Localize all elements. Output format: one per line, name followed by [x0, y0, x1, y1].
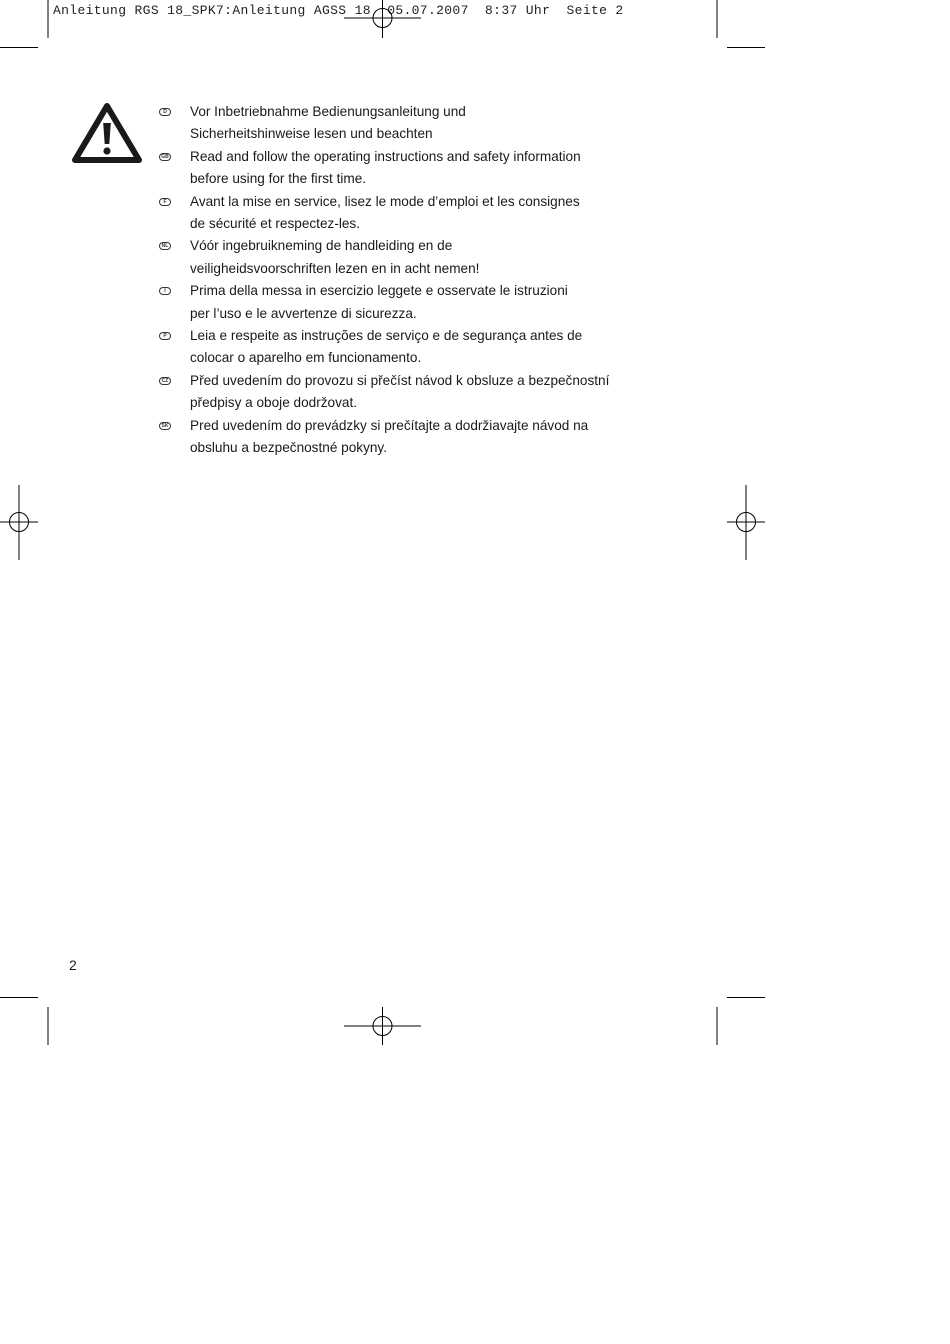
notice-line: Vor Inbetriebnahme Bedienungsanleitung und: [190, 104, 466, 119]
notice-fr: [155, 191, 625, 236]
notice-gb: [155, 146, 625, 191]
language-badge-icon: D: [159, 108, 171, 116]
notice-line: Sicherheitshinweise lesen und beachten: [190, 126, 433, 142]
notice-line: Pred uvedením do prevádzky si prečítajte a dodržiavajte návod na: [190, 417, 589, 433]
language-badge-icon: I: [159, 287, 171, 295]
notice-cz: [155, 370, 625, 415]
notice-line: de sécurité et respectez-les.: [190, 216, 361, 232]
language-badge-icon: F: [159, 198, 171, 206]
notice-nl: [155, 235, 625, 280]
notice-line: per l’uso e le avvertenze di sicurezza.: [190, 305, 417, 321]
print-slug: Anleitung RGS 18_SPK7:Anleitung AGSS 18 05.07.2007 8:37 Uhr Seite 2: [53, 3, 624, 18]
notice-sk: [155, 415, 625, 460]
language-badge-icon: GB: [159, 153, 171, 161]
warning-triangle-icon: [72, 103, 142, 163]
safety-notice-list: [155, 101, 625, 460]
notice-line: before using for the first time.: [190, 171, 367, 187]
notice-it: [155, 280, 625, 325]
notice-line: Leia e respeite as instruções de serviço e de segurança antes de: [190, 328, 583, 344]
language-badge-icon: P: [159, 332, 171, 340]
page-number: 2: [69, 957, 77, 973]
notice-line: colocar o aparelho em funcionamento.: [190, 350, 422, 366]
notice-line: Read and follow the operating instructions and safety information: [190, 148, 581, 164]
notice-line: veiligheidsvoorschriften lezen en in acht nemen!: [190, 260, 480, 276]
language-badge-icon: NL: [159, 242, 171, 250]
language-badge-icon: SK: [159, 422, 171, 430]
notice-line: předpisy a oboje dodržovat.: [190, 395, 358, 411]
notice-line: Avant la mise en service, lisez le mode d’emploi et les consignes: [190, 193, 580, 209]
notice-pt: [155, 325, 625, 370]
notice-line: Prima della messa in esercizio leggete e osservate le istruzioni: [190, 283, 568, 299]
notice-line: Vóór ingebruikneming de handleiding en de: [190, 238, 453, 254]
language-badge-icon: CZ: [159, 377, 171, 385]
notice-de: [155, 101, 625, 146]
notice-line: obsluhu a bezpečnostné pokyny.: [190, 440, 387, 456]
notice-line: Před uvedením do provozu si přečíst návod k obsluze a bezpečnostní: [190, 372, 610, 388]
